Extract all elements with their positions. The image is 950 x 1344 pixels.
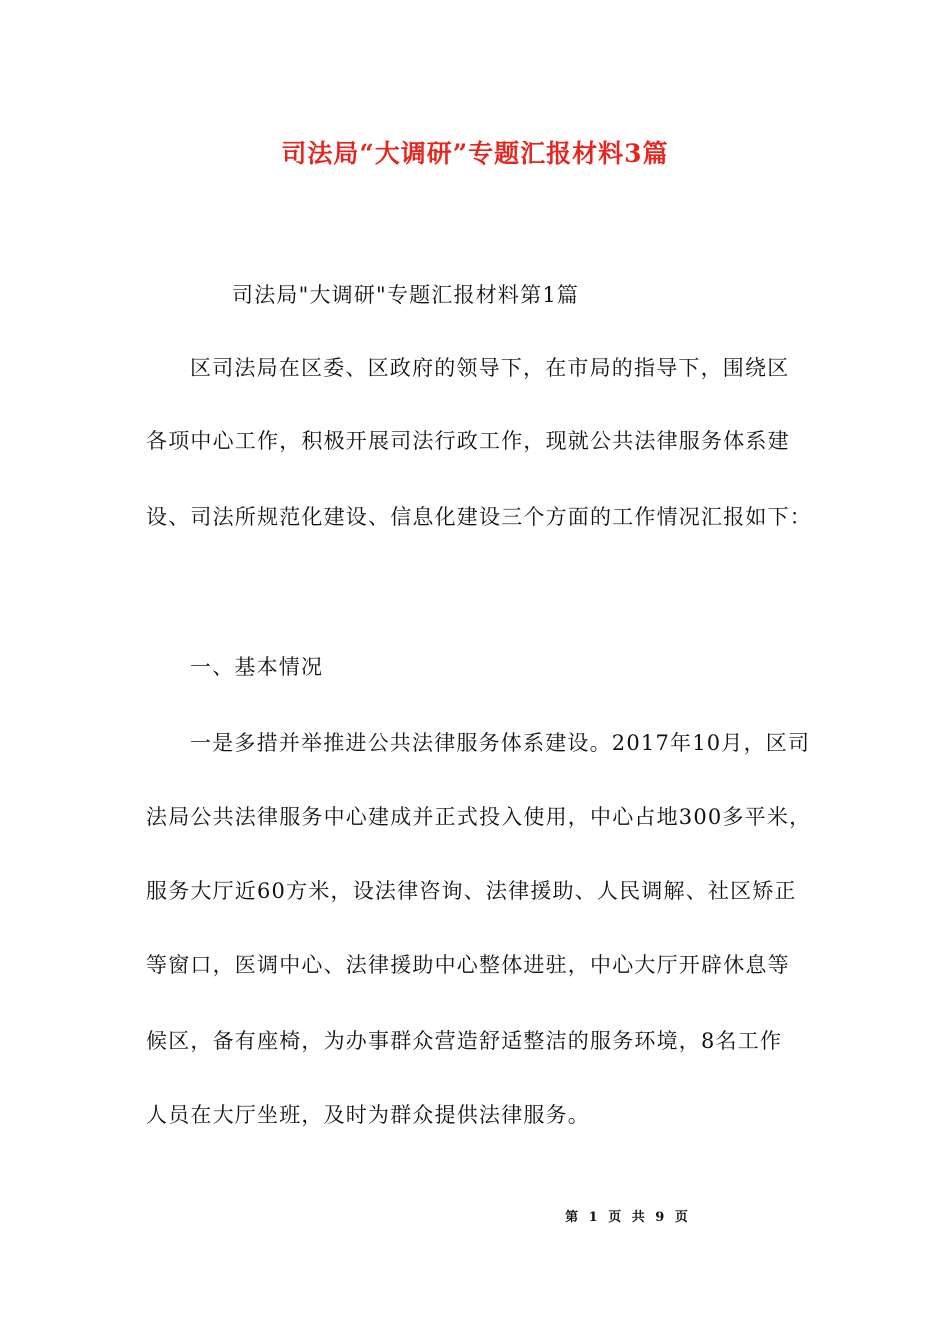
paragraph-line: 候区，备有座椅，为办事群众营造舒适整洁的服务环境，8名工作 [146, 1029, 783, 1053]
paragraph-line: 一是多措并举推进公共法律服务体系建设。2017年10月，区司 [190, 731, 811, 755]
document-subtitle: 司法局"大调研"专题汇报材料第1篇 [232, 283, 580, 307]
section-heading: 一、基本情况 [190, 655, 324, 679]
document-title: 司法局“大调研”专题汇报材料3篇 [281, 139, 669, 168]
page-number: 第 1 页 共 9 页 [565, 1210, 691, 1225]
paragraph-line: 区司法局在区委、区政府的领导下，在市局的指导下，围绕区 [190, 356, 790, 380]
paragraph-line: 等窗口，医调中心、法律援助中心整体进驻，中心大厅开辟休息等 [146, 953, 790, 977]
paragraph-line: 各项中心工作，积极开展司法行政工作，现就公共法律服务体系建 [146, 429, 790, 453]
paragraph-line: 法局公共法律服务中心建成并正式投入使用，中心占地300多平米， [146, 805, 812, 829]
paragraph-line: 设、司法所规范化建设、信息化建设三个方面的工作情况汇报如下： [146, 505, 812, 529]
paragraph-line: 人员在大厅坐班，及时为群众提供法律服务。 [146, 1103, 590, 1127]
paragraph-line: 服务大厅近60方米，设法律咨询、法律援助、人民调解、社区矫正 [146, 879, 797, 903]
